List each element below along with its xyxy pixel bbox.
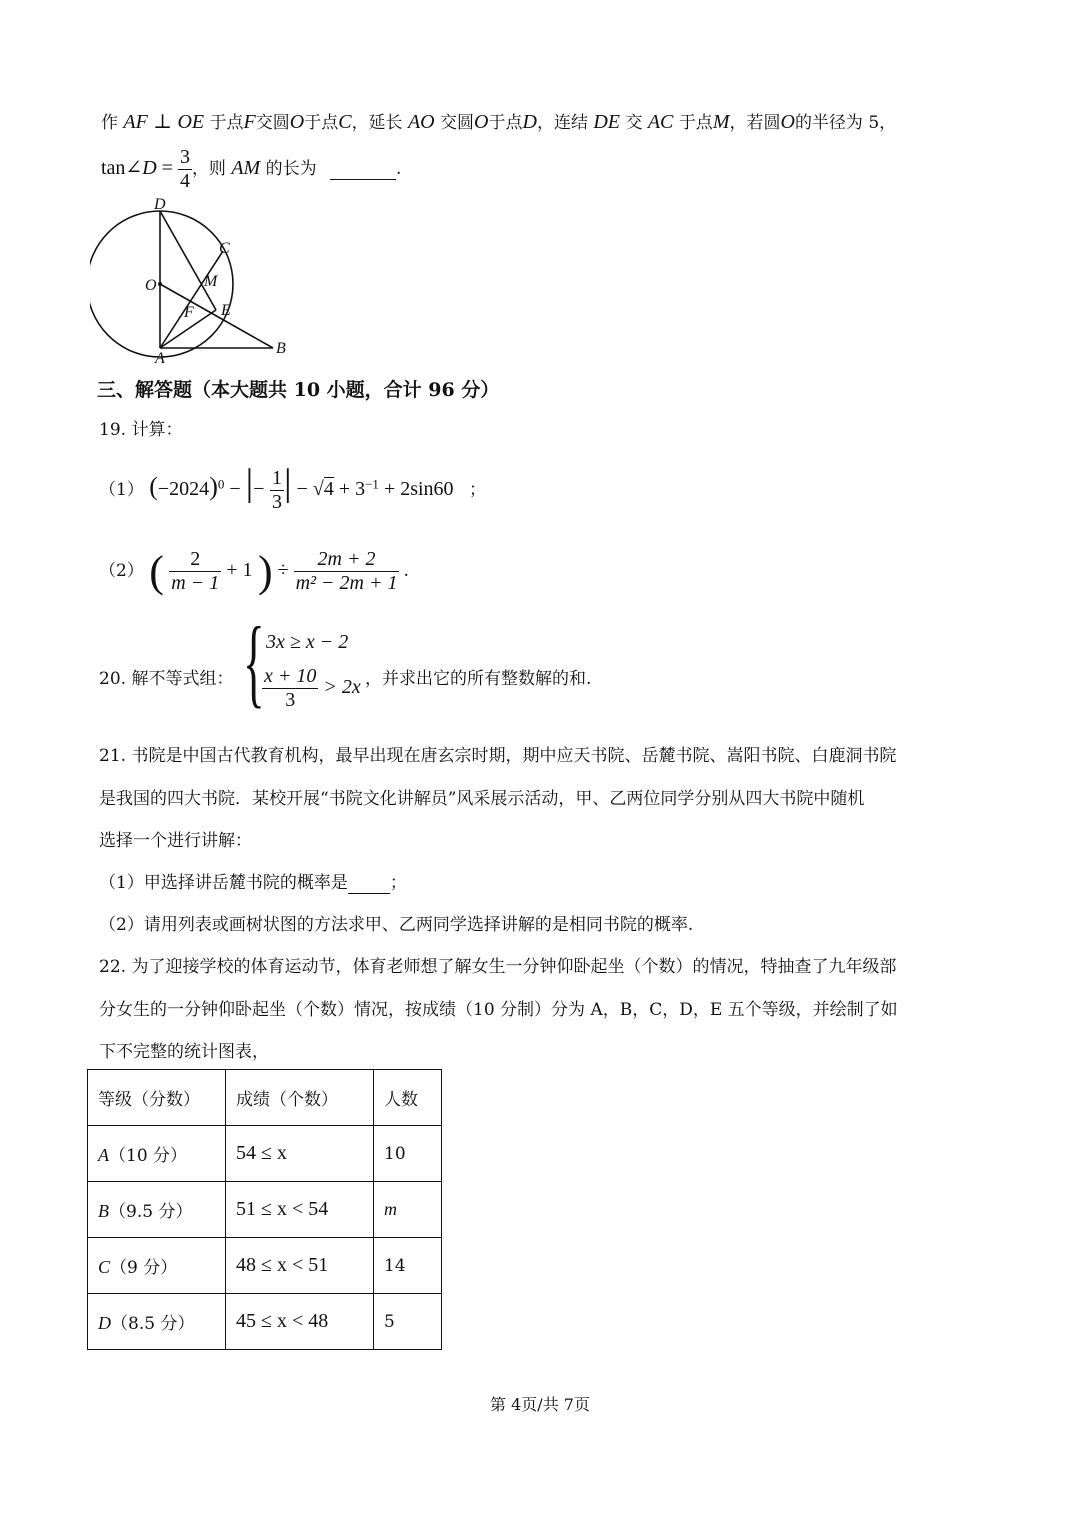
range-cell: 54 ≤ x	[226, 1126, 374, 1182]
section-three-heading: 三、解答题（本大题共 10 小题，合计 96 分）	[97, 379, 500, 401]
center-point	[158, 282, 162, 286]
label-O: O	[145, 277, 157, 294]
q18-line2: tan∠D = $\frac{3}{4}$ ，则 AM 的长为 .	[101, 146, 402, 192]
q21-line2: 是我国的四大书院．某校开展“书院文化讲解员”风采展示活动，甲、乙两位同学分别从四大书院中随机	[99, 789, 865, 809]
inequality-1: 3x ≥ x − 2	[266, 631, 349, 653]
grade-cell: C（9 分）	[88, 1238, 226, 1294]
q22-line2: 分女生的一分钟仰卧起坐（个数）情况，按成绩（10 分制）分为 A，B，C，D，E 五个等级，并绘制了如	[99, 1000, 898, 1020]
range-cell: 48 ≤ x < 51	[226, 1238, 374, 1294]
grade-cell: B（9.5 分）	[88, 1182, 226, 1238]
label-B: B	[276, 340, 286, 357]
header-count: 人数	[374, 1070, 442, 1126]
range-cell: 51 ≤ x < 54	[226, 1182, 374, 1238]
table-header-row	[88, 1070, 442, 1126]
q18-line1: 作 AF ⊥ OE 于点F交圆O于点C，延长 AO 交圆O于点D，连结 DE 交 AC 于点M，若圆O的半径为 5，	[101, 111, 897, 133]
probability-blank[interactable]	[348, 873, 390, 894]
q19-stem: 19. 计算：	[99, 420, 183, 440]
one-third-fraction: $\frac{1}{3}$	[271, 467, 282, 513]
label-D: D	[154, 196, 166, 213]
circle-geometry-figure	[90, 196, 300, 366]
q21-line3: 选择一个进行讲解：	[99, 831, 252, 851]
answer-blank[interactable]	[330, 159, 396, 180]
q19-part2: （2） ( $\frac{2}{m - 1}$ + 1 ) ÷ $\frac{2m + 2}{\text{m² − 2m + 1}}$ .	[99, 547, 409, 596]
table-row	[88, 1126, 442, 1182]
inequality-brace: {	[243, 606, 265, 717]
two-over-m-minus-1-fraction: $\frac{2}{m - 1}$	[171, 548, 220, 594]
label-M: M	[204, 273, 218, 290]
q21-part2: （2）请用列表或画树状图的方法求甲、乙两同学选择讲解的是相同书院的概率.	[99, 915, 694, 935]
q21-part1: （1）甲选择讲岳麓书院的概率是 ；	[99, 873, 407, 893]
range-cell: 45 ≤ x < 48	[226, 1294, 374, 1350]
tan-fraction: $\frac{3}{4}$	[179, 146, 190, 192]
count-cell: 14	[374, 1238, 442, 1294]
page-footer: 第 4页/共 7页	[490, 1395, 590, 1414]
rational-expression-fraction: $\frac{2m + 2}{\text{m² − 2m + 1}}$	[295, 548, 398, 594]
count-cell: 5	[374, 1294, 442, 1350]
inequality-2: $\frac{x + 10}{3}$ > 2x	[264, 665, 361, 711]
table-row	[88, 1182, 442, 1238]
grade-cell: A（10 分）	[88, 1126, 226, 1182]
count-cell: m	[374, 1182, 442, 1238]
q22-line1: 22. 为了迎接学校的体育运动节，体育老师想了解女生一分钟仰卧起坐（个数）的情况，特抽查了九年级部	[99, 957, 897, 977]
q19-part1: （1） $(-2024)^0$ − |− $\frac{1}{3}$ | − $√4 + 3^{-1} + 2\sin 60$ ；	[99, 462, 486, 513]
label-C: C	[219, 240, 230, 257]
label-E: E	[221, 302, 231, 319]
header-score: 成绩（个数）	[226, 1070, 374, 1126]
segment-OB	[160, 284, 273, 348]
x-plus-10-over-3-fraction: $\frac{x + 10}{3}$	[264, 665, 317, 711]
label-A: A	[155, 350, 165, 366]
table-row	[88, 1294, 442, 1350]
label-F: F	[184, 304, 194, 321]
q21-line1: 21. 书院是中国古代教育机构，最早出现在唐玄宗时期，期中应天书院、岳麓书院、嵩阳书院、白鹿洞书院	[99, 746, 897, 766]
segment-DE	[160, 211, 216, 310]
q22-line3: 下不完整的统计图表，	[99, 1042, 269, 1062]
table-row	[88, 1238, 442, 1294]
header-grade: 等级（分数）	[88, 1070, 226, 1126]
count-cell: 10	[374, 1126, 442, 1182]
grade-statistics-table	[87, 1069, 442, 1350]
q20-tail: ，并求出它的所有整数解的和.	[365, 669, 592, 689]
q20-stem: 20. 解不等式组：	[99, 669, 234, 689]
grade-cell: D（8.5 分）	[88, 1294, 226, 1350]
